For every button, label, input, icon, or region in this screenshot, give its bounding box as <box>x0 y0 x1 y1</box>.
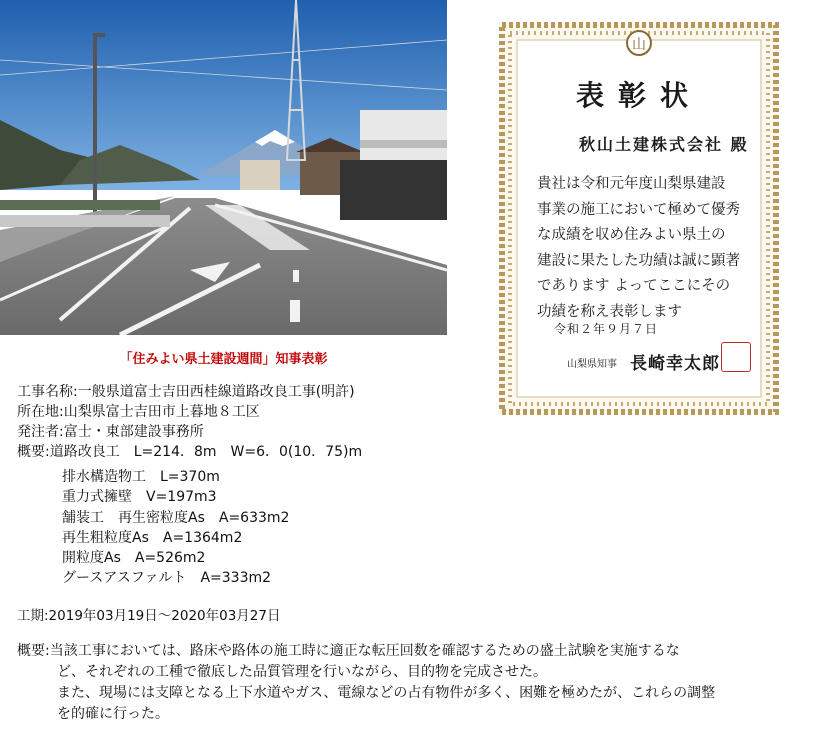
certificate-signer-title: 山梨県知事 <box>567 359 617 370</box>
certificate-body-line: 事業の施工において極めて優秀 <box>537 201 740 218</box>
overview-item: 開粒度As A=526m2 <box>62 550 206 566</box>
certificate-recipient: 秋山土建株式会社 殿 <box>579 135 749 154</box>
award-caption: 「住みよい県土建設週間」知事表彰 <box>119 352 328 367</box>
project-overview-row <box>17 442 362 462</box>
overview-item: 舗装工 再生密粒度As A=633m2 <box>62 510 290 526</box>
project-client-value: 富士・東部建設事務所 <box>63 424 204 440</box>
overview-item: 再生粗粒度As A=1364m2 <box>62 530 243 546</box>
overview-item: 道路改良工 L=214．8m W=6．0(10．75)m <box>49 444 363 460</box>
project-client-row <box>17 422 362 442</box>
project-location-label: 所在地: <box>17 404 64 420</box>
certificate-body-line: 建設に果たした功績は誠に顕著 <box>537 252 740 269</box>
certificate-body <box>537 172 752 325</box>
project-overview-label: 概要: <box>17 444 50 460</box>
road-photo-illustration <box>0 0 447 335</box>
certificate-body-line: 功績を称え表彰します <box>537 303 682 320</box>
overview-item: 重力式擁壁 V=197m3 <box>62 489 217 505</box>
summary-line: また、現場には支障となる上下水道やガス、電線などの占有物件が多く、困難を極めたが、これらの調整 <box>57 685 716 701</box>
project-name-label: 工事名称: <box>17 384 78 400</box>
site-photo <box>0 0 447 335</box>
project-location-value: 山梨県富士吉田市上暮地８工区 <box>63 404 260 420</box>
project-location-row <box>17 402 362 422</box>
certificate-body-line: な成績を収め住みよい県土の <box>537 227 726 243</box>
construction-period: 工期:2019年03月19日～2020年03月27日 <box>17 608 281 624</box>
certificate-body-line: 貴社は令和元年度山梨県建設 <box>537 176 726 192</box>
summary-line: 当該工事においては、路床や路体の施工時に適正な転圧回数を確認するための盛土試験を実施するな <box>49 643 680 659</box>
overview-item: 排水構造物工 L=370m <box>62 469 220 485</box>
award-certificate <box>499 22 779 415</box>
certificate-signer-name: 長崎幸太郎 <box>630 354 720 374</box>
project-name-value: 一般県道富士吉田西桂線道路改良工事(明許) <box>77 384 355 400</box>
svg-text:山: 山 <box>632 37 646 53</box>
project-client-label: 発注者: <box>17 424 64 440</box>
project-summary <box>17 641 817 725</box>
project-name-row <box>17 382 362 402</box>
summary-label: 概要: <box>17 643 50 659</box>
certificate-title: 表彰状 <box>575 79 702 112</box>
overview-item: グースアスファルト A=333m2 <box>62 570 272 586</box>
summary-line: ど、それぞれの工種で徹底した品質管理を行いながら、目的物を完成させた。 <box>57 664 547 680</box>
project-details <box>17 382 362 462</box>
official-seal-icon <box>721 342 751 372</box>
summary-line: を的確に行った。 <box>57 706 169 722</box>
certificate-body-line: であります よってここにその <box>537 278 731 294</box>
certificate-date: 令和２年９月７日 <box>554 322 659 336</box>
